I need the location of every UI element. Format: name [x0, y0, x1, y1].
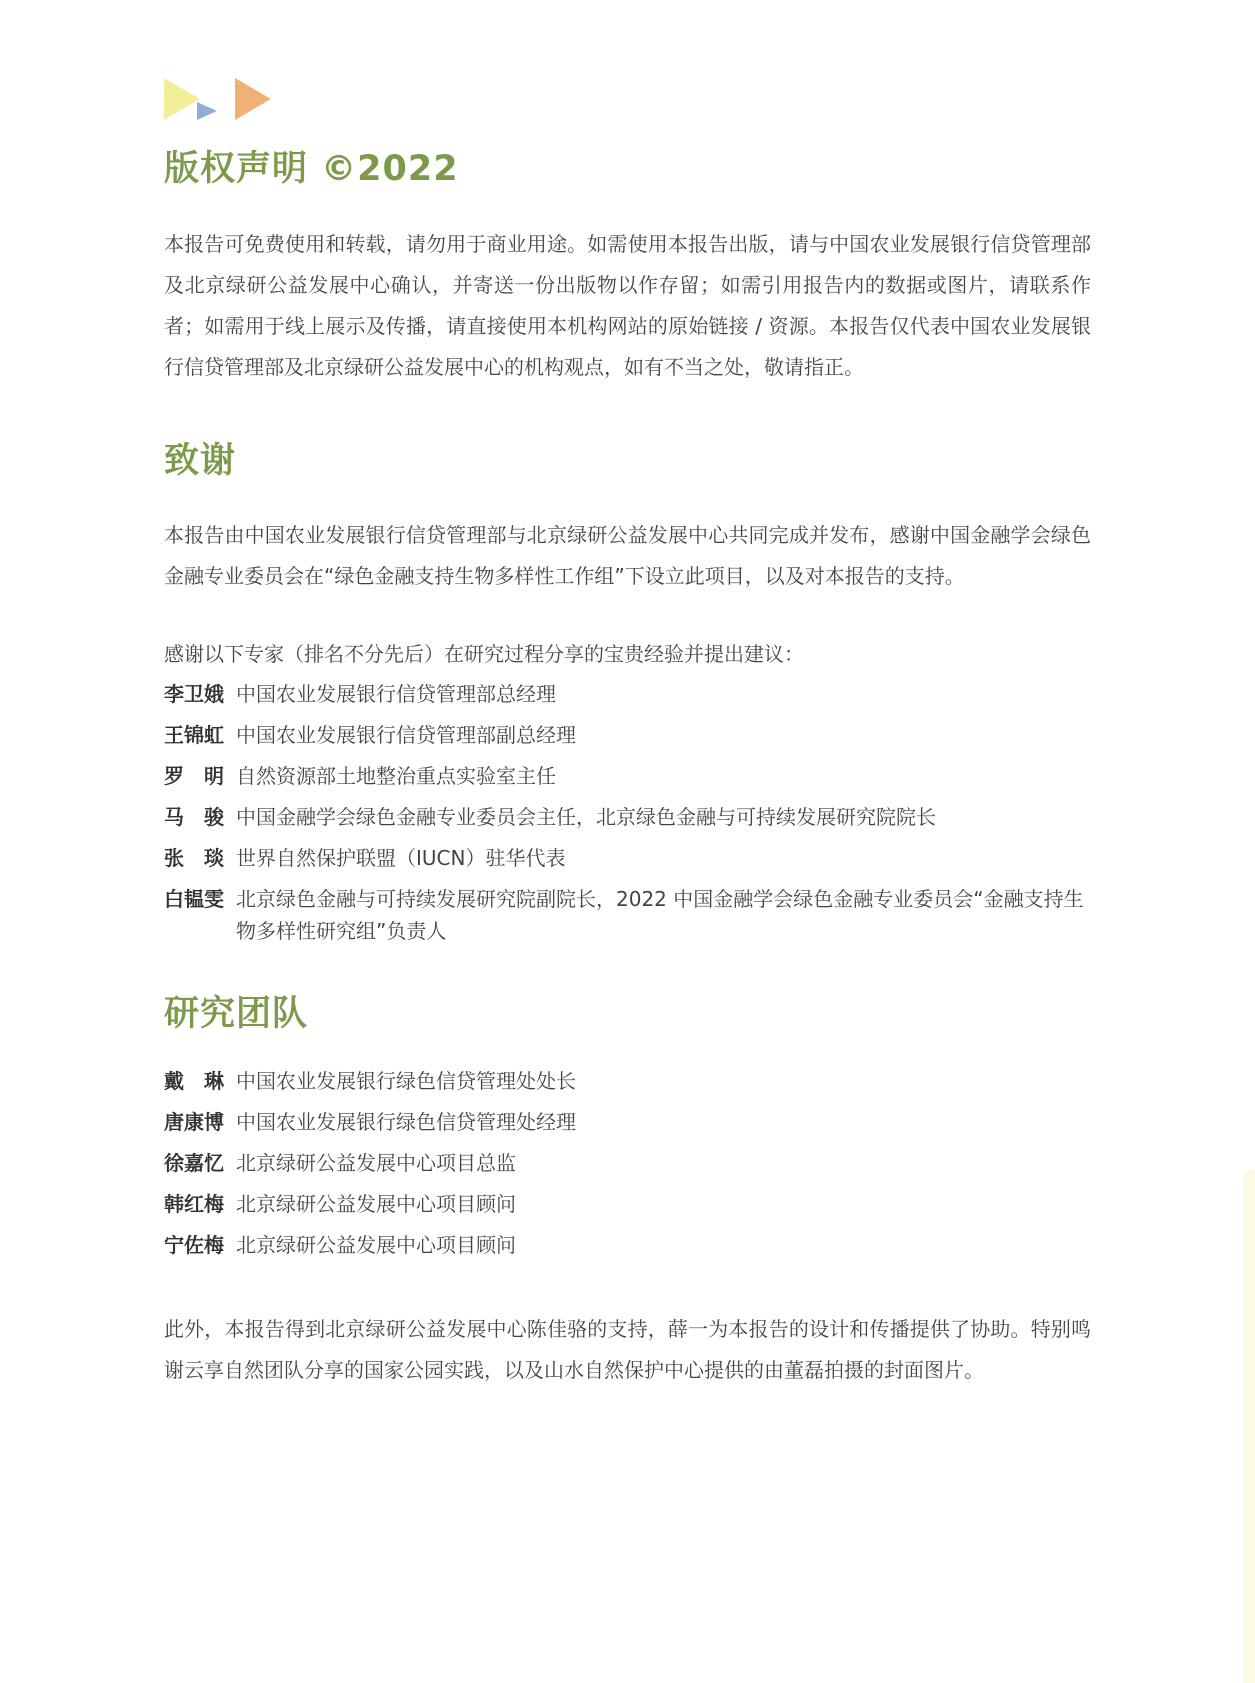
expert-row — [164, 760, 1091, 792]
expert-name: 李卫娥 — [164, 682, 224, 706]
expert-name: 罗 明 — [164, 764, 224, 788]
closing-paragraph: 此外，本报告得到北京绿研公益发展中心陈佳骆的支持，薛一为本报告的设计和传播提供了协助。特别鸣谢云享自然团队分享的国家公园实践，以及山水自然保护中心提供的由董磊拍摄的封面图片。 — [164, 1317, 1091, 1382]
team-list — [164, 1065, 1091, 1261]
member-name: 韩红梅 — [164, 1192, 224, 1216]
member-role: 北京绿研公益发展中心项目顾问 — [236, 1192, 516, 1216]
acknowledgement-intro: 本报告由中国农业发展银行信贷管理部与北京绿研公益发展中心共同完成并发布，感谢中国金融学会绿色金融专业委员会在“绿色金融支持生物多样性工作组”下设立此项目，以及对本报告的支持。 — [164, 523, 1091, 588]
expert-row — [164, 678, 1091, 710]
experts-intro: 感谢以下专家（排名不分先后）在研究过程分享的宝贵经验并提出建议： — [164, 642, 804, 666]
expert-row — [164, 883, 1091, 947]
expert-name: 白韫雯 — [164, 887, 224, 911]
expert-name: 马 骏 — [164, 805, 224, 829]
copyright-title: 版权声明 ©2022 — [164, 149, 459, 189]
team-member-row — [164, 1147, 1091, 1179]
page-content — [164, 149, 1091, 1391]
experts-list — [164, 678, 1091, 947]
team-member-row — [164, 1229, 1091, 1261]
expert-row — [164, 719, 1091, 751]
member-name: 徐嘉忆 — [164, 1151, 224, 1175]
expert-role: 中国金融学会绿色金融专业委员会主任，北京绿色金融与可持续发展研究院院长 — [236, 805, 936, 829]
member-role: 北京绿研公益发展中心项目总监 — [236, 1151, 516, 1175]
member-name: 戴 琳 — [164, 1069, 224, 1093]
acknowledgement-title: 致谢 — [164, 441, 237, 481]
expert-role: 自然资源部土地整治重点实验室主任 — [236, 764, 556, 788]
expert-role: 世界自然保护联盟（IUCN）驻华代表 — [236, 846, 566, 870]
expert-name: 张 琰 — [164, 846, 224, 870]
expert-role: 北京绿色金融与可持续发展研究院副院长，2022 中国金融学会绿色金融专业委员会“金融支持生物多样性研究组”负责人 — [236, 887, 1084, 943]
member-role: 中国农业发展银行绿色信贷管理处经理 — [236, 1110, 576, 1134]
copyright-body: 本报告可免费使用和转载，请勿用于商业用途。如需使用本报告出版，请与中国农业发展银行信贷管理部及北京绿研公益发展中心确认，并寄送一份出版物以作存留；如需引用报告内的数据或图片，请联系作者；如需用于线上展示及传播，请直接使用本机构网站的原始链接 / 资源。本报告仅代表中国农业发展银行信贷管理部及北京绿研公益发展中心的机构观点，如有不当之处，敬请指正。 — [164, 232, 1091, 379]
team-title: 研究团队 — [164, 994, 309, 1034]
side-decoration-strip — [1243, 1170, 1255, 1683]
member-name: 唐康博 — [164, 1110, 224, 1134]
team-member-row — [164, 1106, 1091, 1138]
team-member-row — [164, 1065, 1091, 1097]
expert-name: 王锦虹 — [164, 723, 224, 747]
expert-row — [164, 842, 1091, 874]
expert-role: 中国农业发展银行信贷管理部总经理 — [236, 682, 556, 706]
member-role: 中国农业发展银行绿色信贷管理处处长 — [236, 1069, 576, 1093]
expert-role: 中国农业发展银行信贷管理部副总经理 — [236, 723, 576, 747]
triangle-arrows-icon — [162, 76, 282, 124]
member-role: 北京绿研公益发展中心项目顾问 — [236, 1233, 516, 1257]
member-name: 宁佐梅 — [164, 1233, 224, 1257]
expert-row — [164, 801, 1091, 833]
team-member-row — [164, 1188, 1091, 1220]
